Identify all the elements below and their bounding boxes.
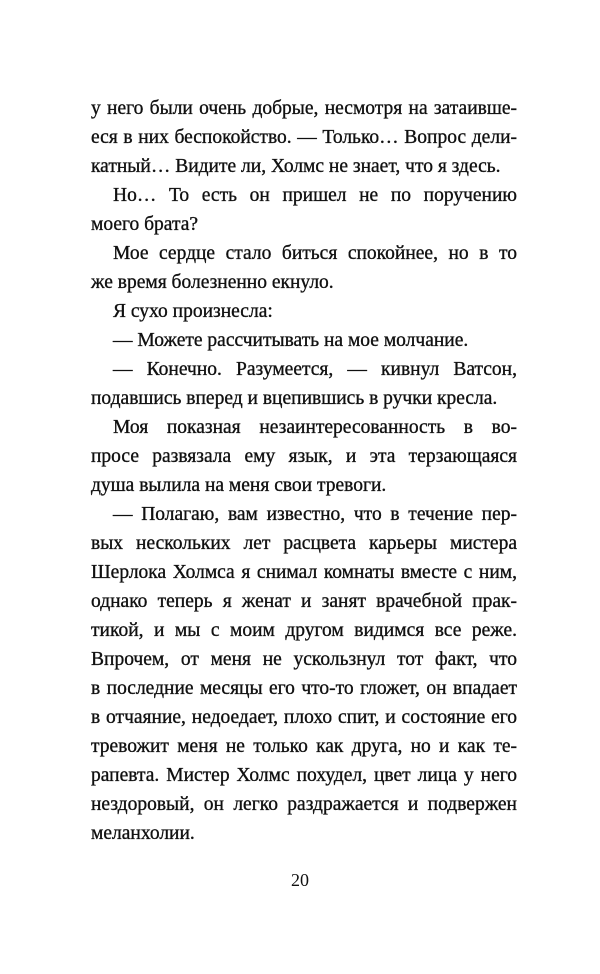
- text-line: однако теперь я женат и занят врачебной прак-: [91, 591, 517, 612]
- text-line: у него были очень добрые, несмотря на затаивше-: [91, 98, 517, 119]
- text-line: еся в них беспокойство. — Только… Вопрос дели-: [91, 127, 517, 148]
- text-line: просе развязала ему язык, и эта терзающаяся: [91, 446, 517, 467]
- text-line: Я сухо произнесла:: [113, 301, 273, 322]
- text-line: Впрочем, от меня не ускользнул тот факт, что: [91, 649, 517, 670]
- text-line: — Можете рассчитывать на мое молчание.: [113, 330, 469, 351]
- text-line: же время болезненно екнуло.: [91, 272, 334, 293]
- text-line: — Полагаю, вам известно, что в течение пер-: [113, 504, 517, 525]
- text-line: вых нескольких лет расцвета карьеры мистера: [91, 533, 517, 554]
- text-line: подавшись вперед и вцепившись в ручки кресла.: [91, 388, 498, 409]
- text-line: Шерлока Холмса я снимал комнаты вместе с ним,: [91, 562, 517, 583]
- text-line: — Конечно. Разумеется, — кивнул Ватсон,: [113, 359, 517, 380]
- text-line: моего брата?: [91, 214, 199, 235]
- text-line: тикой, и мы с моим другом видимся все реже.: [91, 620, 517, 641]
- text-line: нездоровый, он легко раздражается и подвержен: [91, 794, 517, 815]
- text-line: Моя показная незаинтересованность в во-: [113, 417, 517, 438]
- text-line: в последние месяцы его что-то гложет, он впадает: [91, 678, 517, 699]
- text-line: рапевта. Мистер Холмс похудел, цвет лица у него: [91, 765, 517, 786]
- text-line: меланхолии.: [91, 823, 195, 844]
- text-line: катный… Видите ли, Холмс не знает, что я здесь.: [91, 156, 501, 177]
- text-line: Мое сердце стало биться спокойнее, но в то: [113, 243, 517, 264]
- text-line: тревожит меня не только как друга, но и как те-: [91, 736, 517, 757]
- text-line: душа вылила на меня свои тревоги.: [91, 475, 387, 496]
- text-line: Но… То есть он пришел не по поручению: [113, 185, 517, 206]
- page-number: 20: [291, 870, 309, 890]
- text-line: в отчаяние, недоедает, плохо спит, и состояние его: [91, 707, 517, 728]
- page-body-text: [91, 94, 517, 848]
